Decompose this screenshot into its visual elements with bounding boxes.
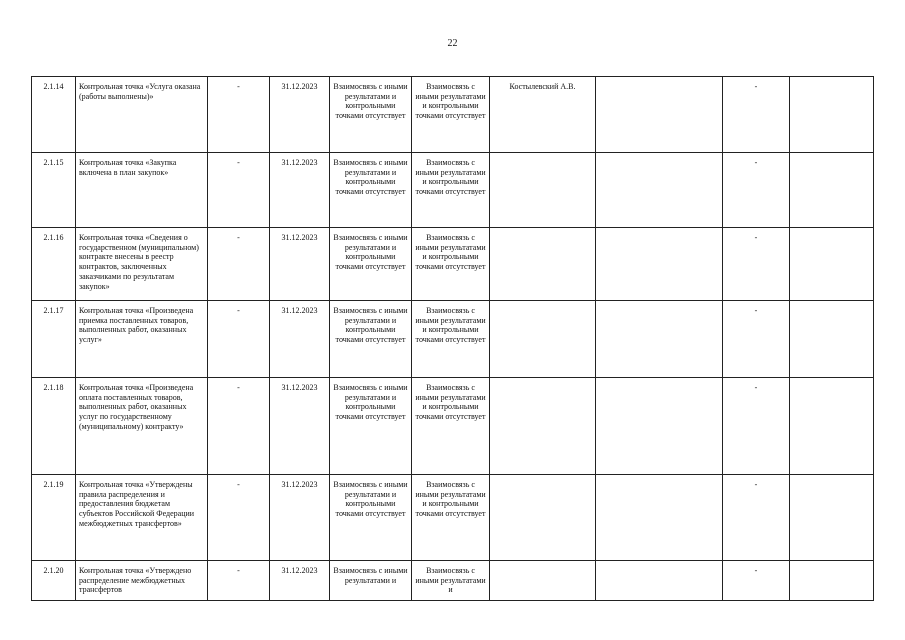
link-previous-cell: Взаимосвязь с иными результатами и контрольными точками отсутствует [330,378,412,475]
due-date-cell: 31.12.2023 [270,561,330,601]
note-cell [790,77,874,153]
responsible-person-cell: Костылевский А.В. [490,77,596,153]
base-value-cell: - [208,77,270,153]
note-cell [790,301,874,378]
responsible-person-cell [490,561,596,601]
due-date-cell: 31.12.2023 [270,378,330,475]
responsible-person-cell [490,301,596,378]
responsible-person-cell [490,378,596,475]
base-value-cell: - [208,153,270,228]
responsible-person-cell [490,228,596,301]
note-cell [790,228,874,301]
table-row [32,77,874,153]
info-system-cell: - [723,301,790,378]
document-type-cell [596,153,723,228]
document-type-cell [596,301,723,378]
base-value-cell: - [208,475,270,561]
link-previous-cell: Взаимосвязь с иными результатами и контрольными точками отсутствует [330,475,412,561]
due-date-cell: 31.12.2023 [270,301,330,378]
control-points-table [31,76,874,601]
link-next-cell: Взаимосвязь с иными результатами и контрольными точками отсутствует [412,475,490,561]
note-cell [790,475,874,561]
row-number-cell: 2.1.15 [32,153,76,228]
due-date-cell: 31.12.2023 [270,153,330,228]
table-row [32,475,874,561]
table-row [32,561,874,601]
control-point-name-cell: Контрольная точка «Услуга оказана (работы выполнены)» [76,77,208,153]
link-next-cell: Взаимосвязь с иными результатами и контрольными точками отсутствует [412,378,490,475]
info-system-cell: - [723,561,790,601]
row-number-cell: 2.1.14 [32,77,76,153]
row-number-cell: 2.1.20 [32,561,76,601]
table-row [32,378,874,475]
document-type-cell [596,561,723,601]
link-previous-cell: Взаимосвязь с иными результатами и [330,561,412,601]
link-next-cell: Взаимосвязь с иными результатами и контрольными точками отсутствует [412,77,490,153]
table-row [32,153,874,228]
control-point-name-cell: Контрольная точка «Сведения о государственном (муниципальном) контракте внесены в реестр контрактов, заключенных заказчиками по результатам закупок» [76,228,208,301]
row-number-cell: 2.1.17 [32,301,76,378]
info-system-cell: - [723,378,790,475]
due-date-cell: 31.12.2023 [270,77,330,153]
link-previous-cell: Взаимосвязь с иными результатами и контрольными точками отсутствует [330,153,412,228]
info-system-cell: - [723,77,790,153]
table-row [32,228,874,301]
info-system-cell: - [723,228,790,301]
link-next-cell: Взаимосвязь с иными результатами и [412,561,490,601]
link-previous-cell: Взаимосвязь с иными результатами и контрольными точками отсутствует [330,301,412,378]
info-system-cell: - [723,153,790,228]
base-value-cell: - [208,561,270,601]
responsible-person-cell [490,153,596,228]
row-number-cell: 2.1.16 [32,228,76,301]
table-row [32,301,874,378]
note-cell [790,561,874,601]
note-cell [790,378,874,475]
base-value-cell: - [208,378,270,475]
control-point-name-cell: Контрольная точка «Произведена приемка поставленных товаров, выполненных работ, оказанных услуг» [76,301,208,378]
page-number: 22 [447,38,458,49]
document-type-cell [596,475,723,561]
control-point-name-cell: Контрольная точка «Утверждено распределение межбюджетных трансфертов [76,561,208,601]
document-type-cell [596,77,723,153]
document-type-cell [596,378,723,475]
link-previous-cell: Взаимосвязь с иными результатами и контрольными точками отсутствует [330,228,412,301]
control-point-name-cell: Контрольная точка «Произведена оплата поставленных товаров, выполненных работ, оказанных услуг по государственному (муниципальному) контракту» [76,378,208,475]
base-value-cell: - [208,301,270,378]
link-previous-cell: Взаимосвязь с иными результатами и контрольными точками отсутствует [330,77,412,153]
row-number-cell: 2.1.19 [32,475,76,561]
document-type-cell [596,228,723,301]
due-date-cell: 31.12.2023 [270,475,330,561]
row-number-cell: 2.1.18 [32,378,76,475]
link-next-cell: Взаимосвязь с иными результатами и контрольными точками отсутствует [412,153,490,228]
due-date-cell: 31.12.2023 [270,228,330,301]
control-point-name-cell: Контрольная точка «Закупка включена в план закупок» [76,153,208,228]
base-value-cell: - [208,228,270,301]
control-point-name-cell: Контрольная точка «Утверждены правила распределения и предоставления бюджетам субъектов Российской Федерации межбюджетных трансфертов» [76,475,208,561]
link-next-cell: Взаимосвязь с иными результатами и контрольными точками отсутствует [412,228,490,301]
info-system-cell: - [723,475,790,561]
note-cell [790,153,874,228]
link-next-cell: Взаимосвязь с иными результатами и контрольными точками отсутствует [412,301,490,378]
responsible-person-cell [490,475,596,561]
